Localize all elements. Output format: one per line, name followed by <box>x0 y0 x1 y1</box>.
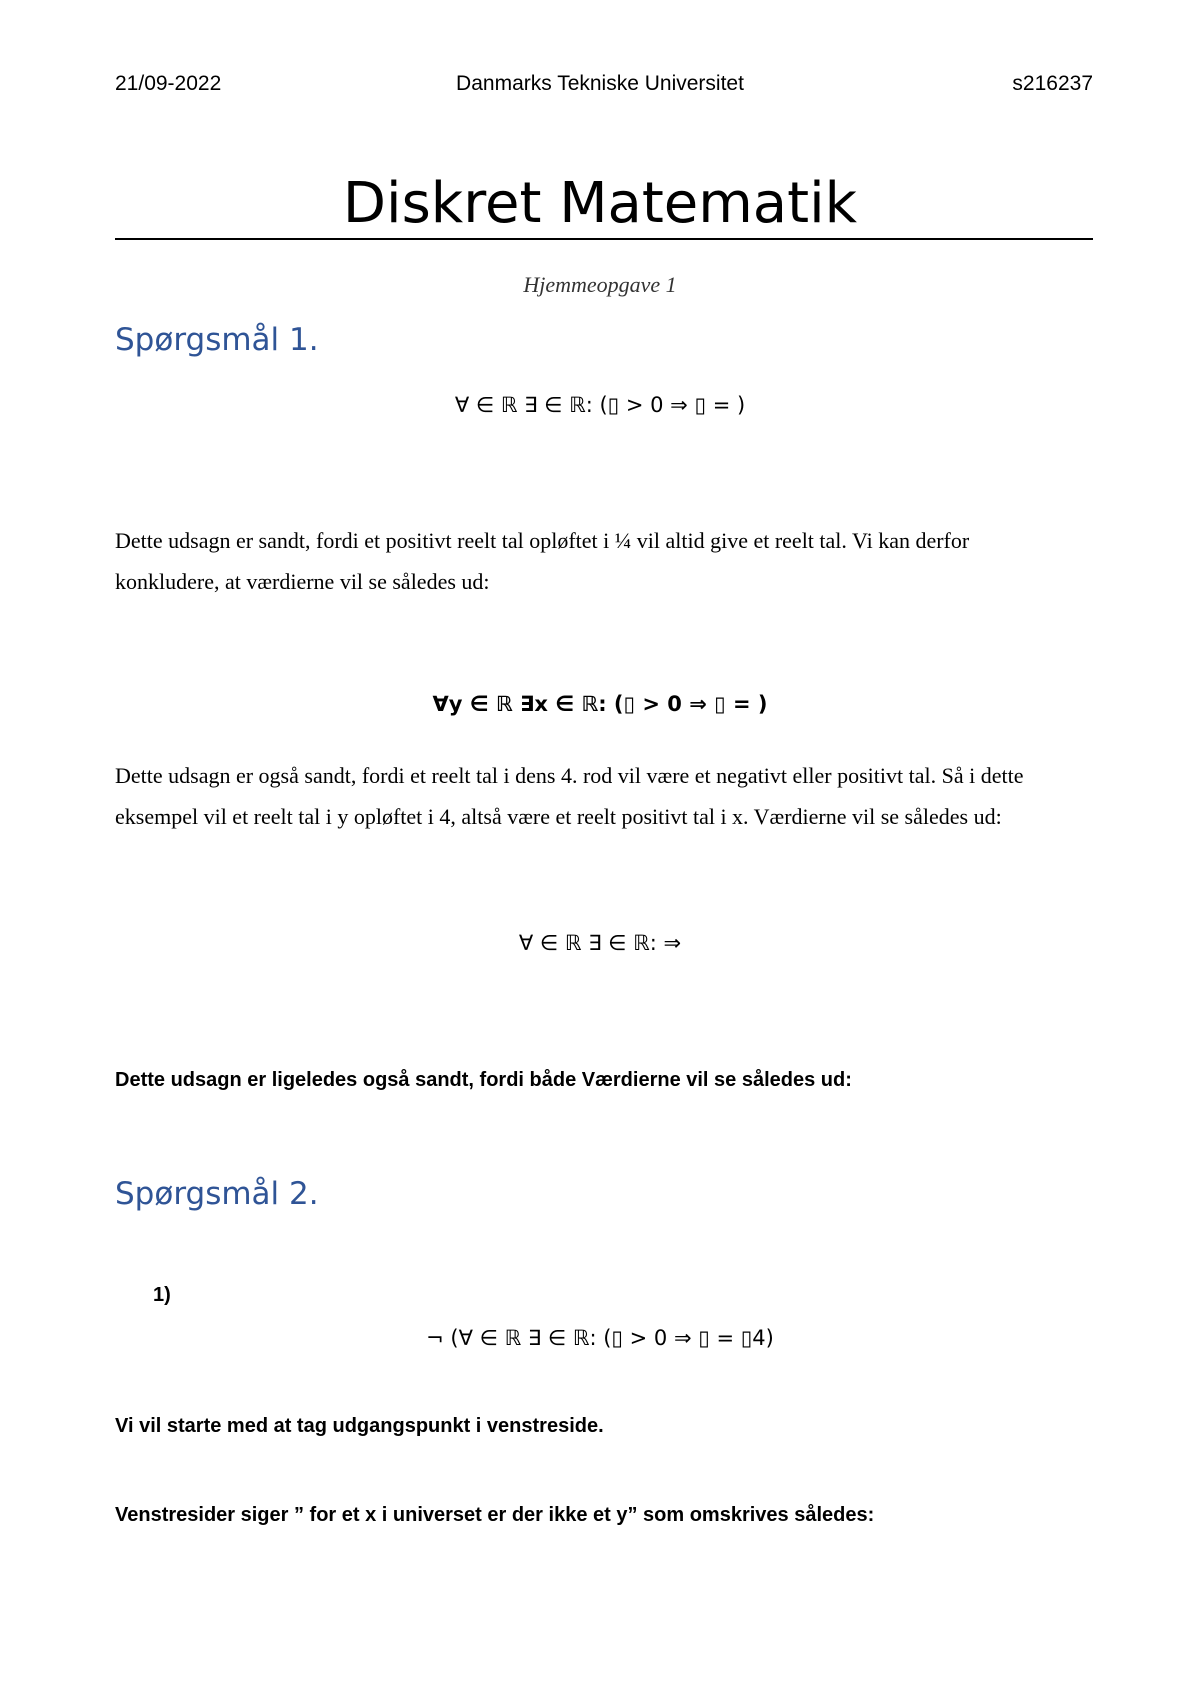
document-title: Diskret Matematik <box>342 171 858 236</box>
header-student-id: s216237 <box>1012 72 1093 95</box>
title-underline <box>115 238 1093 240</box>
header-date: 21/09-2022 <box>115 72 222 95</box>
header-institution: Danmarks Tekniske Universitet <box>456 72 744 95</box>
section1-paragraph-1: Dette udsagn er sandt, fordi et positivt reelt tal opløftet i ¼ vil altid give et reelt tal. Vi kan derfor konkludere, at værdierne vil se således ud: <box>115 528 970 594</box>
section2-item-number: 1) <box>153 1284 171 1306</box>
section1-formula-1: ∀ ∈ ℝ ∃ ∈ ℝ: (▯ > 0 ⇒ ▯ = ) <box>454 393 746 417</box>
section2-formula: ¬ (∀ ∈ ℝ ∃ ∈ ℝ: (▯ > 0 ⇒ ▯ = ▯4) <box>426 1326 774 1350</box>
document-subtitle: Hjemmeopgave 1 <box>523 272 677 297</box>
section2-heading: Spørgsmål 2. <box>115 1176 319 1212</box>
section2-bold-text-2: Venstresider siger ” for et x i universet er der ikke et y” som omskrives således: <box>115 1504 875 1526</box>
section1-bold-text: Dette udsagn er ligeledes også sandt, fordi både Værdierne vil se således ud: <box>115 1069 852 1091</box>
section2-bold-text-1: Vi vil starte med at tag udgangspunkt i venstreside. <box>115 1415 604 1437</box>
section1-heading: Spørgsmål 1. <box>115 322 319 358</box>
section1-formula-3: ∀ ∈ ℝ ∃ ∈ ℝ: ⇒ <box>518 931 682 955</box>
section1-formula-2: ∀y ∈ ℝ ∃x ∈ ℝ: (▯ > 0 ⇒ ▯ = ) <box>432 692 768 716</box>
section1-paragraph-2: Dette udsagn er også sandt, fordi et reelt tal i dens 4. rod vil være et negativt eller positivt tal. Så i dette eksempel vil et reelt tal i y opløftet i 4, altså være et reelt positivt tal i x. Værdierne vil se således ud: <box>115 763 1024 829</box>
